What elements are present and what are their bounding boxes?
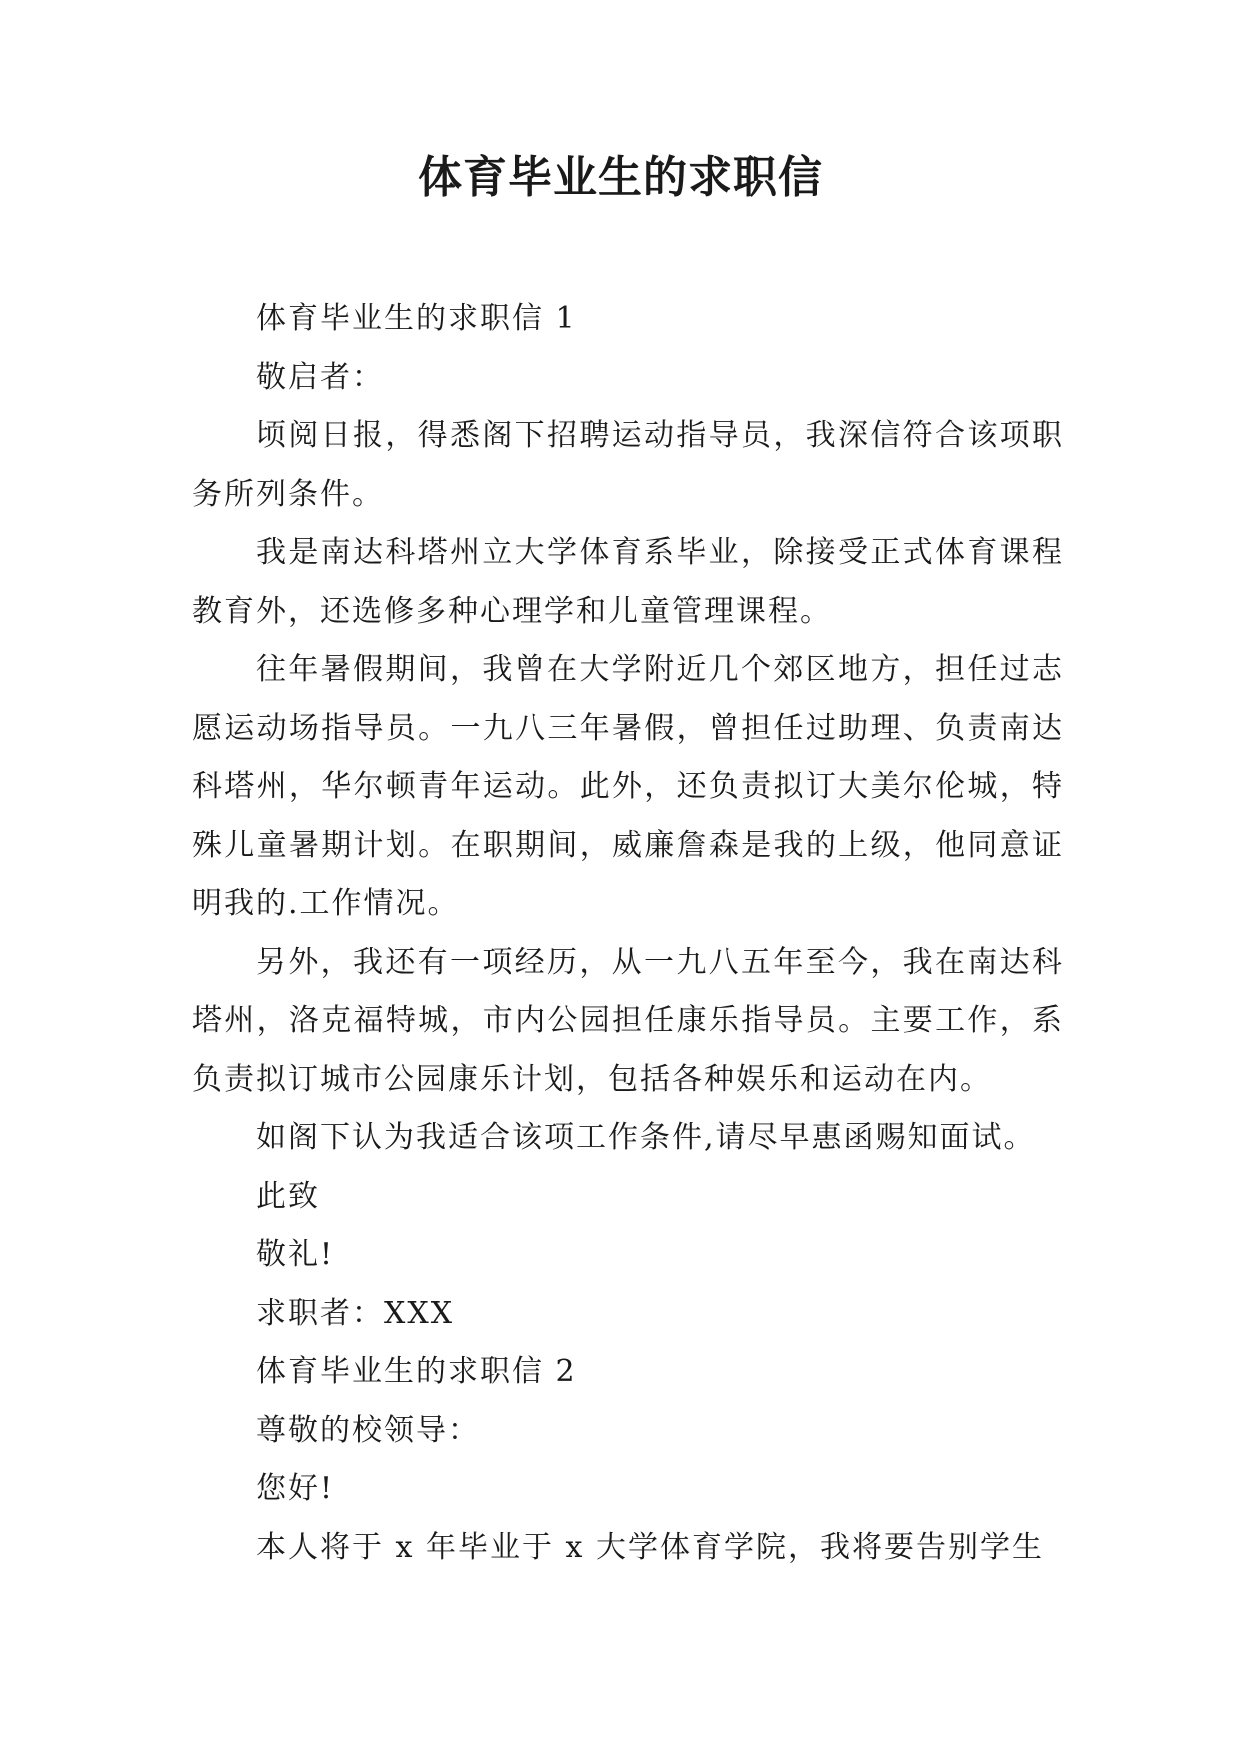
document-body xyxy=(192,290,1064,1577)
document-title: 体育毕业生的求职信 xyxy=(418,152,823,203)
paragraph-signature: 求职者：XXX xyxy=(256,1295,455,1331)
paragraph-letter1-heading: 体育毕业生的求职信 1 xyxy=(256,301,577,336)
paragraph-closing-2: 敬礼! xyxy=(256,1237,335,1272)
paragraph-letter2-salutation: 尊敬的校领导： xyxy=(256,1412,480,1448)
paragraph-education: 我是南达科塔州立大学体育系毕业，除接受正式体育课程教育外，还选修多种心理学和儿童管理课程。 xyxy=(192,535,1064,629)
paragraph-opening: 顷阅日报，得悉阁下招聘运动指导员，我深信符合该项职务所列条件。 xyxy=(192,418,1064,512)
paragraph-salutation: 敬启者： xyxy=(256,359,384,395)
paragraph-letter2-heading: 体育毕业生的求职信 2 xyxy=(256,1354,577,1389)
paragraph-letter2-opening: 本人将于 x 年毕业于 x 大学体育学院，我将要告别学生 xyxy=(256,1529,1044,1565)
paragraph-closing-1: 此致 xyxy=(256,1178,320,1214)
paragraph-summer-experience: 往年暑假期间，我曾在大学附近几个郊区地方，担任过志愿运动场指导员。一九八三年暑假，曾担任过助理、负责南达科塔州，华尔顿青年运动。此外，还负责拟订大美尔伦城，特殊儿童暑期计划。在职期间，威廉詹森是我的上级，他同意证明我的.工作情况。 xyxy=(192,652,1064,921)
paragraph-letter2-greeting: 您好! xyxy=(256,1471,335,1506)
paragraph-other-experience: 另外，我还有一项经历，从一九八五年至今，我在南达科塔州，洛克福特城，市内公园担任康乐指导员。主要工作，系负责拟订城市公园康乐计划，包括各种娱乐和运动在内。 xyxy=(192,944,1064,1097)
paragraph-request-interview: 如阁下认为我适合该项工作条件,请尽早惠函赐知面试。 xyxy=(256,1120,1036,1155)
